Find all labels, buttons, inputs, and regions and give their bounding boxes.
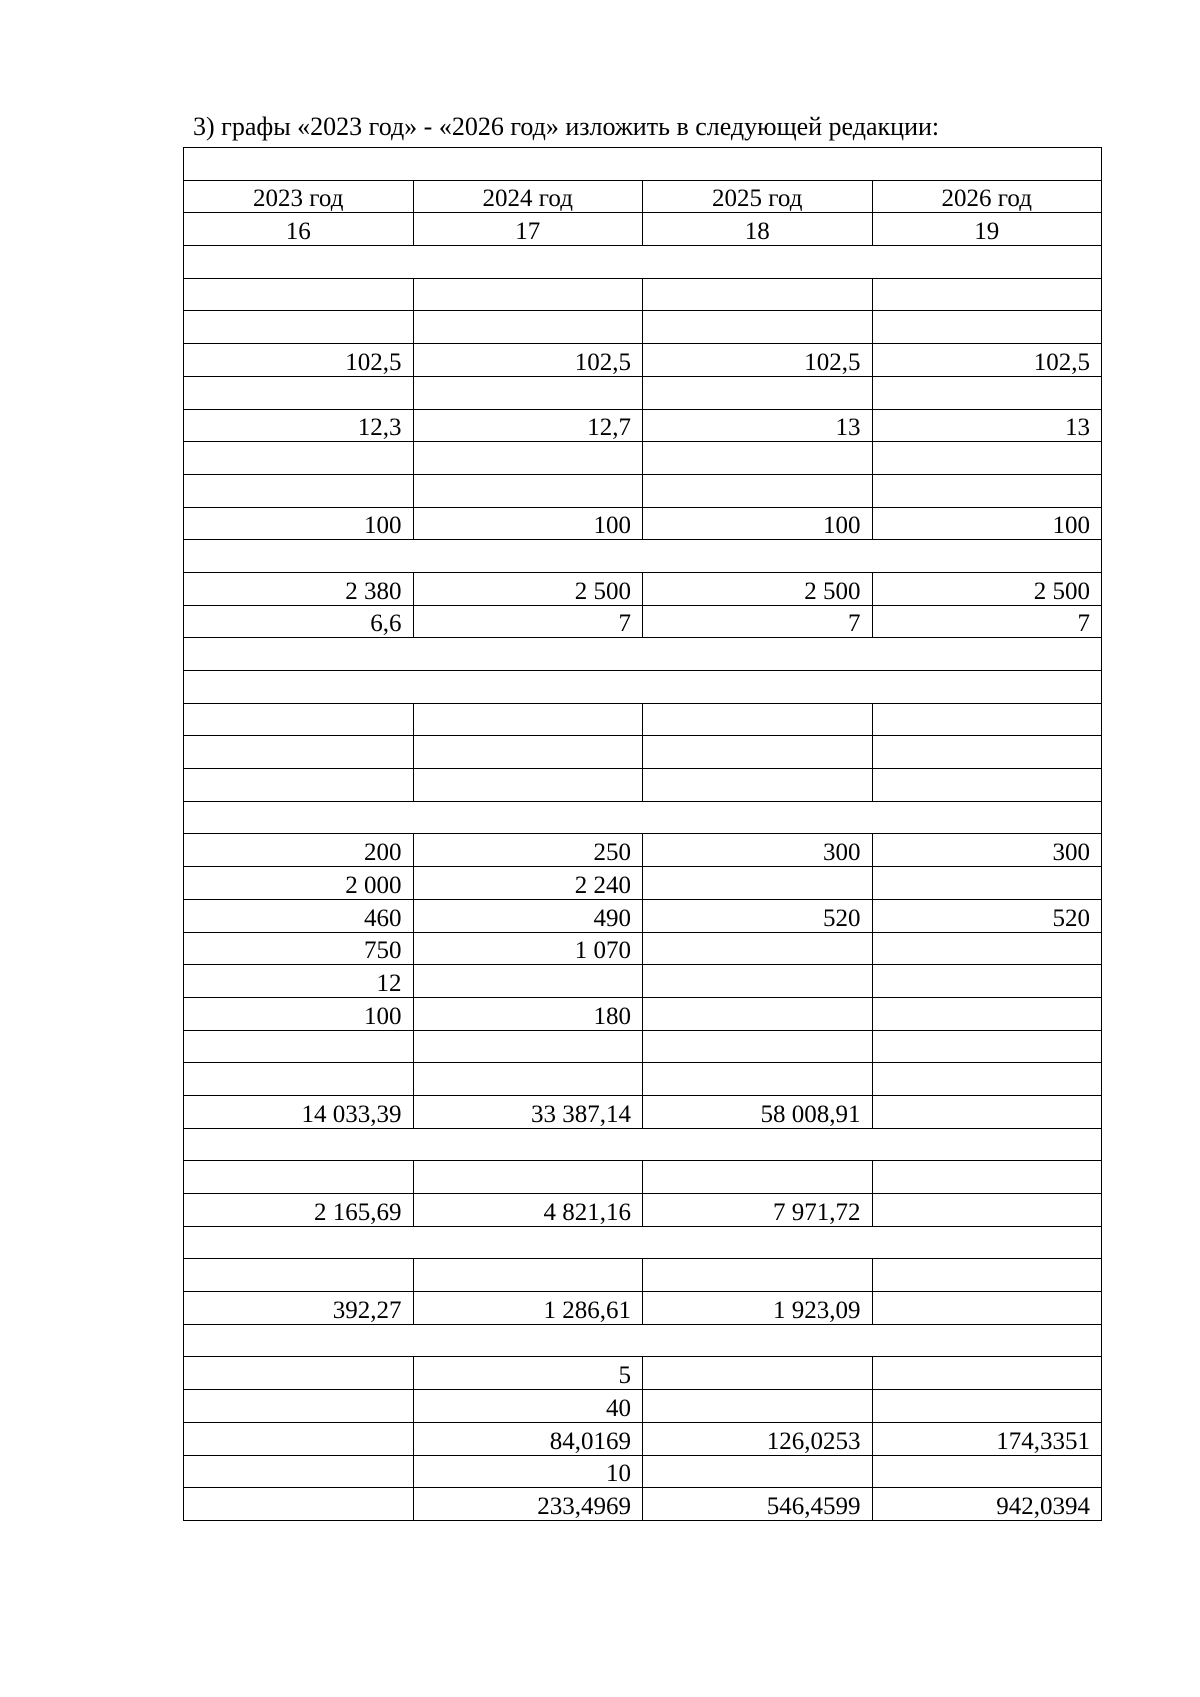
table-cell: 1 070 bbox=[413, 932, 643, 965]
table-cell: 180 bbox=[413, 997, 643, 1030]
table-body bbox=[184, 148, 1102, 1521]
section-row bbox=[184, 638, 1102, 671]
section-cell bbox=[184, 1128, 1102, 1161]
section-cell bbox=[184, 801, 1102, 834]
table-cell bbox=[184, 736, 414, 769]
data-table bbox=[183, 147, 1102, 1521]
section-cell bbox=[184, 671, 1102, 704]
table-cell bbox=[872, 1030, 1102, 1063]
table-row bbox=[184, 1390, 1102, 1423]
table-cell: 174,3351 bbox=[872, 1422, 1102, 1455]
table-cell bbox=[184, 1259, 414, 1292]
table-cell bbox=[872, 376, 1102, 409]
table-cell: 84,0169 bbox=[413, 1422, 643, 1455]
table-row bbox=[184, 507, 1102, 540]
table-cell: 102,5 bbox=[872, 344, 1102, 377]
table-cell bbox=[872, 311, 1102, 344]
table-cell bbox=[872, 474, 1102, 507]
table-cell: 2 380 bbox=[184, 572, 414, 605]
table-cell bbox=[872, 1292, 1102, 1325]
table-cell: 33 387,14 bbox=[413, 1095, 643, 1128]
table-cell: 100 bbox=[184, 507, 414, 540]
table-cell: 520 bbox=[872, 899, 1102, 932]
table-cell bbox=[643, 1063, 873, 1096]
table-cell: 5 bbox=[413, 1357, 643, 1390]
table-cell bbox=[872, 1259, 1102, 1292]
table-cell bbox=[184, 1422, 414, 1455]
table-cell bbox=[413, 376, 643, 409]
section-cell bbox=[184, 246, 1102, 279]
table-cell: 12 bbox=[184, 965, 414, 998]
table-row bbox=[184, 932, 1102, 965]
table-row bbox=[184, 1357, 1102, 1390]
table-cell: 7 bbox=[413, 605, 643, 638]
table-row bbox=[184, 899, 1102, 932]
table-cell bbox=[184, 1161, 414, 1194]
table-cell: 2 500 bbox=[872, 572, 1102, 605]
header-cell-2023: 2023 год bbox=[184, 180, 414, 213]
table-cell bbox=[872, 1357, 1102, 1390]
table-cell bbox=[184, 278, 414, 311]
table-cell: 13 bbox=[872, 409, 1102, 442]
table-cell bbox=[643, 1161, 873, 1194]
table-cell: 2 165,69 bbox=[184, 1194, 414, 1227]
table-cell bbox=[413, 1259, 643, 1292]
table-cell: 250 bbox=[413, 834, 643, 867]
table-cell bbox=[872, 1063, 1102, 1096]
section-row bbox=[184, 540, 1102, 573]
section-cell bbox=[184, 1226, 1102, 1259]
table-cell bbox=[643, 442, 873, 475]
table-cell: 102,5 bbox=[643, 344, 873, 377]
table-cell: 13 bbox=[643, 409, 873, 442]
table-cell bbox=[184, 1455, 414, 1488]
table-cell: 100 bbox=[184, 997, 414, 1030]
table-row bbox=[184, 278, 1102, 311]
table-cell bbox=[413, 1063, 643, 1096]
table-cell bbox=[872, 1095, 1102, 1128]
header-cell-2026: 2026 год bbox=[872, 180, 1102, 213]
table-cell bbox=[643, 965, 873, 998]
table-row bbox=[184, 965, 1102, 998]
table-cell: 460 bbox=[184, 899, 414, 932]
table-cell: 942,0394 bbox=[872, 1488, 1102, 1521]
table-cell bbox=[184, 311, 414, 344]
table-cell bbox=[872, 965, 1102, 998]
table-cell bbox=[184, 474, 414, 507]
table-row bbox=[184, 1194, 1102, 1227]
table-cell bbox=[413, 1030, 643, 1063]
table-cell bbox=[413, 965, 643, 998]
section-row bbox=[184, 1324, 1102, 1357]
table-row bbox=[184, 409, 1102, 442]
table-row bbox=[184, 736, 1102, 769]
table-cell bbox=[872, 1455, 1102, 1488]
column-number-cell: 16 bbox=[184, 213, 414, 246]
table-cell bbox=[643, 736, 873, 769]
table-row bbox=[184, 1063, 1102, 1096]
table-cell bbox=[184, 1063, 414, 1096]
table-cell bbox=[643, 1357, 873, 1390]
table-cell: 58 008,91 bbox=[643, 1095, 873, 1128]
column-number-cell: 18 bbox=[643, 213, 873, 246]
table-cell bbox=[872, 1161, 1102, 1194]
table-cell bbox=[413, 769, 643, 802]
table-row bbox=[184, 1488, 1102, 1521]
table-cell bbox=[413, 278, 643, 311]
table-top-row bbox=[184, 148, 1102, 181]
table-cell bbox=[643, 376, 873, 409]
table-cell: 750 bbox=[184, 932, 414, 965]
section-cell bbox=[184, 540, 1102, 573]
section-row bbox=[184, 671, 1102, 704]
table-row bbox=[184, 1292, 1102, 1325]
table-header-row bbox=[184, 180, 1102, 213]
table-cell: 102,5 bbox=[184, 344, 414, 377]
header-cell-2025: 2025 год bbox=[643, 180, 873, 213]
table-row bbox=[184, 1259, 1102, 1292]
table-cell bbox=[184, 376, 414, 409]
table-row bbox=[184, 703, 1102, 736]
table-cell bbox=[643, 867, 873, 900]
table-row bbox=[184, 867, 1102, 900]
table-cell bbox=[643, 932, 873, 965]
table-cell: 490 bbox=[413, 899, 643, 932]
table-row bbox=[184, 376, 1102, 409]
table-cell bbox=[872, 1390, 1102, 1423]
table-cell: 2 500 bbox=[413, 572, 643, 605]
table-cell bbox=[413, 736, 643, 769]
table-cell: 14 033,39 bbox=[184, 1095, 414, 1128]
table-cell: 100 bbox=[643, 507, 873, 540]
table-cell: 102,5 bbox=[413, 344, 643, 377]
table-cell bbox=[184, 769, 414, 802]
table-row bbox=[184, 997, 1102, 1030]
table-cell: 40 bbox=[413, 1390, 643, 1423]
table-cell: 12,3 bbox=[184, 409, 414, 442]
table-top-cell bbox=[184, 148, 1102, 181]
table-cell: 10 bbox=[413, 1455, 643, 1488]
table-cell: 126,0253 bbox=[643, 1422, 873, 1455]
table-cell bbox=[872, 769, 1102, 802]
section-row bbox=[184, 1128, 1102, 1161]
table-cell bbox=[413, 1161, 643, 1194]
table-row bbox=[184, 834, 1102, 867]
table-cell: 1 286,61 bbox=[413, 1292, 643, 1325]
table-row bbox=[184, 605, 1102, 638]
table-cell bbox=[872, 867, 1102, 900]
table-cell: 6,6 bbox=[184, 605, 414, 638]
section-row bbox=[184, 246, 1102, 279]
table-row bbox=[184, 572, 1102, 605]
table-cell: 7 bbox=[643, 605, 873, 638]
table-cell bbox=[872, 932, 1102, 965]
table-cell bbox=[872, 703, 1102, 736]
table-cell bbox=[643, 703, 873, 736]
section-row bbox=[184, 801, 1102, 834]
table-cell bbox=[643, 311, 873, 344]
table-cell: 4 821,16 bbox=[413, 1194, 643, 1227]
table-cell: 100 bbox=[872, 507, 1102, 540]
page-heading: 3) графы «2023 год» - «2026 год» изложить в следующей редакции: bbox=[193, 112, 940, 141]
table-cell bbox=[413, 703, 643, 736]
table-cell: 12,7 bbox=[413, 409, 643, 442]
table-cell bbox=[413, 442, 643, 475]
section-row bbox=[184, 1226, 1102, 1259]
table-row bbox=[184, 1030, 1102, 1063]
table-cell bbox=[643, 1390, 873, 1423]
table-cell bbox=[413, 474, 643, 507]
table-cell bbox=[643, 1259, 873, 1292]
table-cell bbox=[643, 278, 873, 311]
table-cell: 546,4599 bbox=[643, 1488, 873, 1521]
table-cell: 1 923,09 bbox=[643, 1292, 873, 1325]
table-cell bbox=[643, 997, 873, 1030]
table-cell: 300 bbox=[643, 834, 873, 867]
table-cell: 7 bbox=[872, 605, 1102, 638]
table-row bbox=[184, 1422, 1102, 1455]
table-cell bbox=[643, 1030, 873, 1063]
table-cell bbox=[872, 1194, 1102, 1227]
section-cell bbox=[184, 638, 1102, 671]
column-number-cell: 19 bbox=[872, 213, 1102, 246]
table-cell bbox=[872, 736, 1102, 769]
table-cell: 7 971,72 bbox=[643, 1194, 873, 1227]
table-cell bbox=[184, 1488, 414, 1521]
column-number-row bbox=[184, 213, 1102, 246]
table-cell bbox=[184, 1030, 414, 1063]
table-cell bbox=[184, 1357, 414, 1390]
table-row bbox=[184, 344, 1102, 377]
table-row bbox=[184, 442, 1102, 475]
table-cell bbox=[643, 1455, 873, 1488]
table-cell: 2 500 bbox=[643, 572, 873, 605]
section-cell bbox=[184, 1324, 1102, 1357]
table-cell: 100 bbox=[413, 507, 643, 540]
table-cell: 200 bbox=[184, 834, 414, 867]
table-cell bbox=[643, 769, 873, 802]
table-cell bbox=[872, 278, 1102, 311]
table-cell: 520 bbox=[643, 899, 873, 932]
column-number-cell: 17 bbox=[413, 213, 643, 246]
table-row bbox=[184, 311, 1102, 344]
table-cell bbox=[184, 442, 414, 475]
table-cell: 2 000 bbox=[184, 867, 414, 900]
table-cell bbox=[413, 311, 643, 344]
table-row bbox=[184, 1455, 1102, 1488]
table-cell: 392,27 bbox=[184, 1292, 414, 1325]
table-row bbox=[184, 769, 1102, 802]
table-cell: 233,4969 bbox=[413, 1488, 643, 1521]
table-cell: 300 bbox=[872, 834, 1102, 867]
table-cell bbox=[872, 442, 1102, 475]
table-cell: 2 240 bbox=[413, 867, 643, 900]
table-cell bbox=[184, 703, 414, 736]
table-cell bbox=[643, 474, 873, 507]
table-cell bbox=[184, 1390, 414, 1423]
table-row bbox=[184, 1095, 1102, 1128]
table-row bbox=[184, 1161, 1102, 1194]
header-cell-2024: 2024 год bbox=[413, 180, 643, 213]
table-cell bbox=[872, 997, 1102, 1030]
table-row bbox=[184, 474, 1102, 507]
